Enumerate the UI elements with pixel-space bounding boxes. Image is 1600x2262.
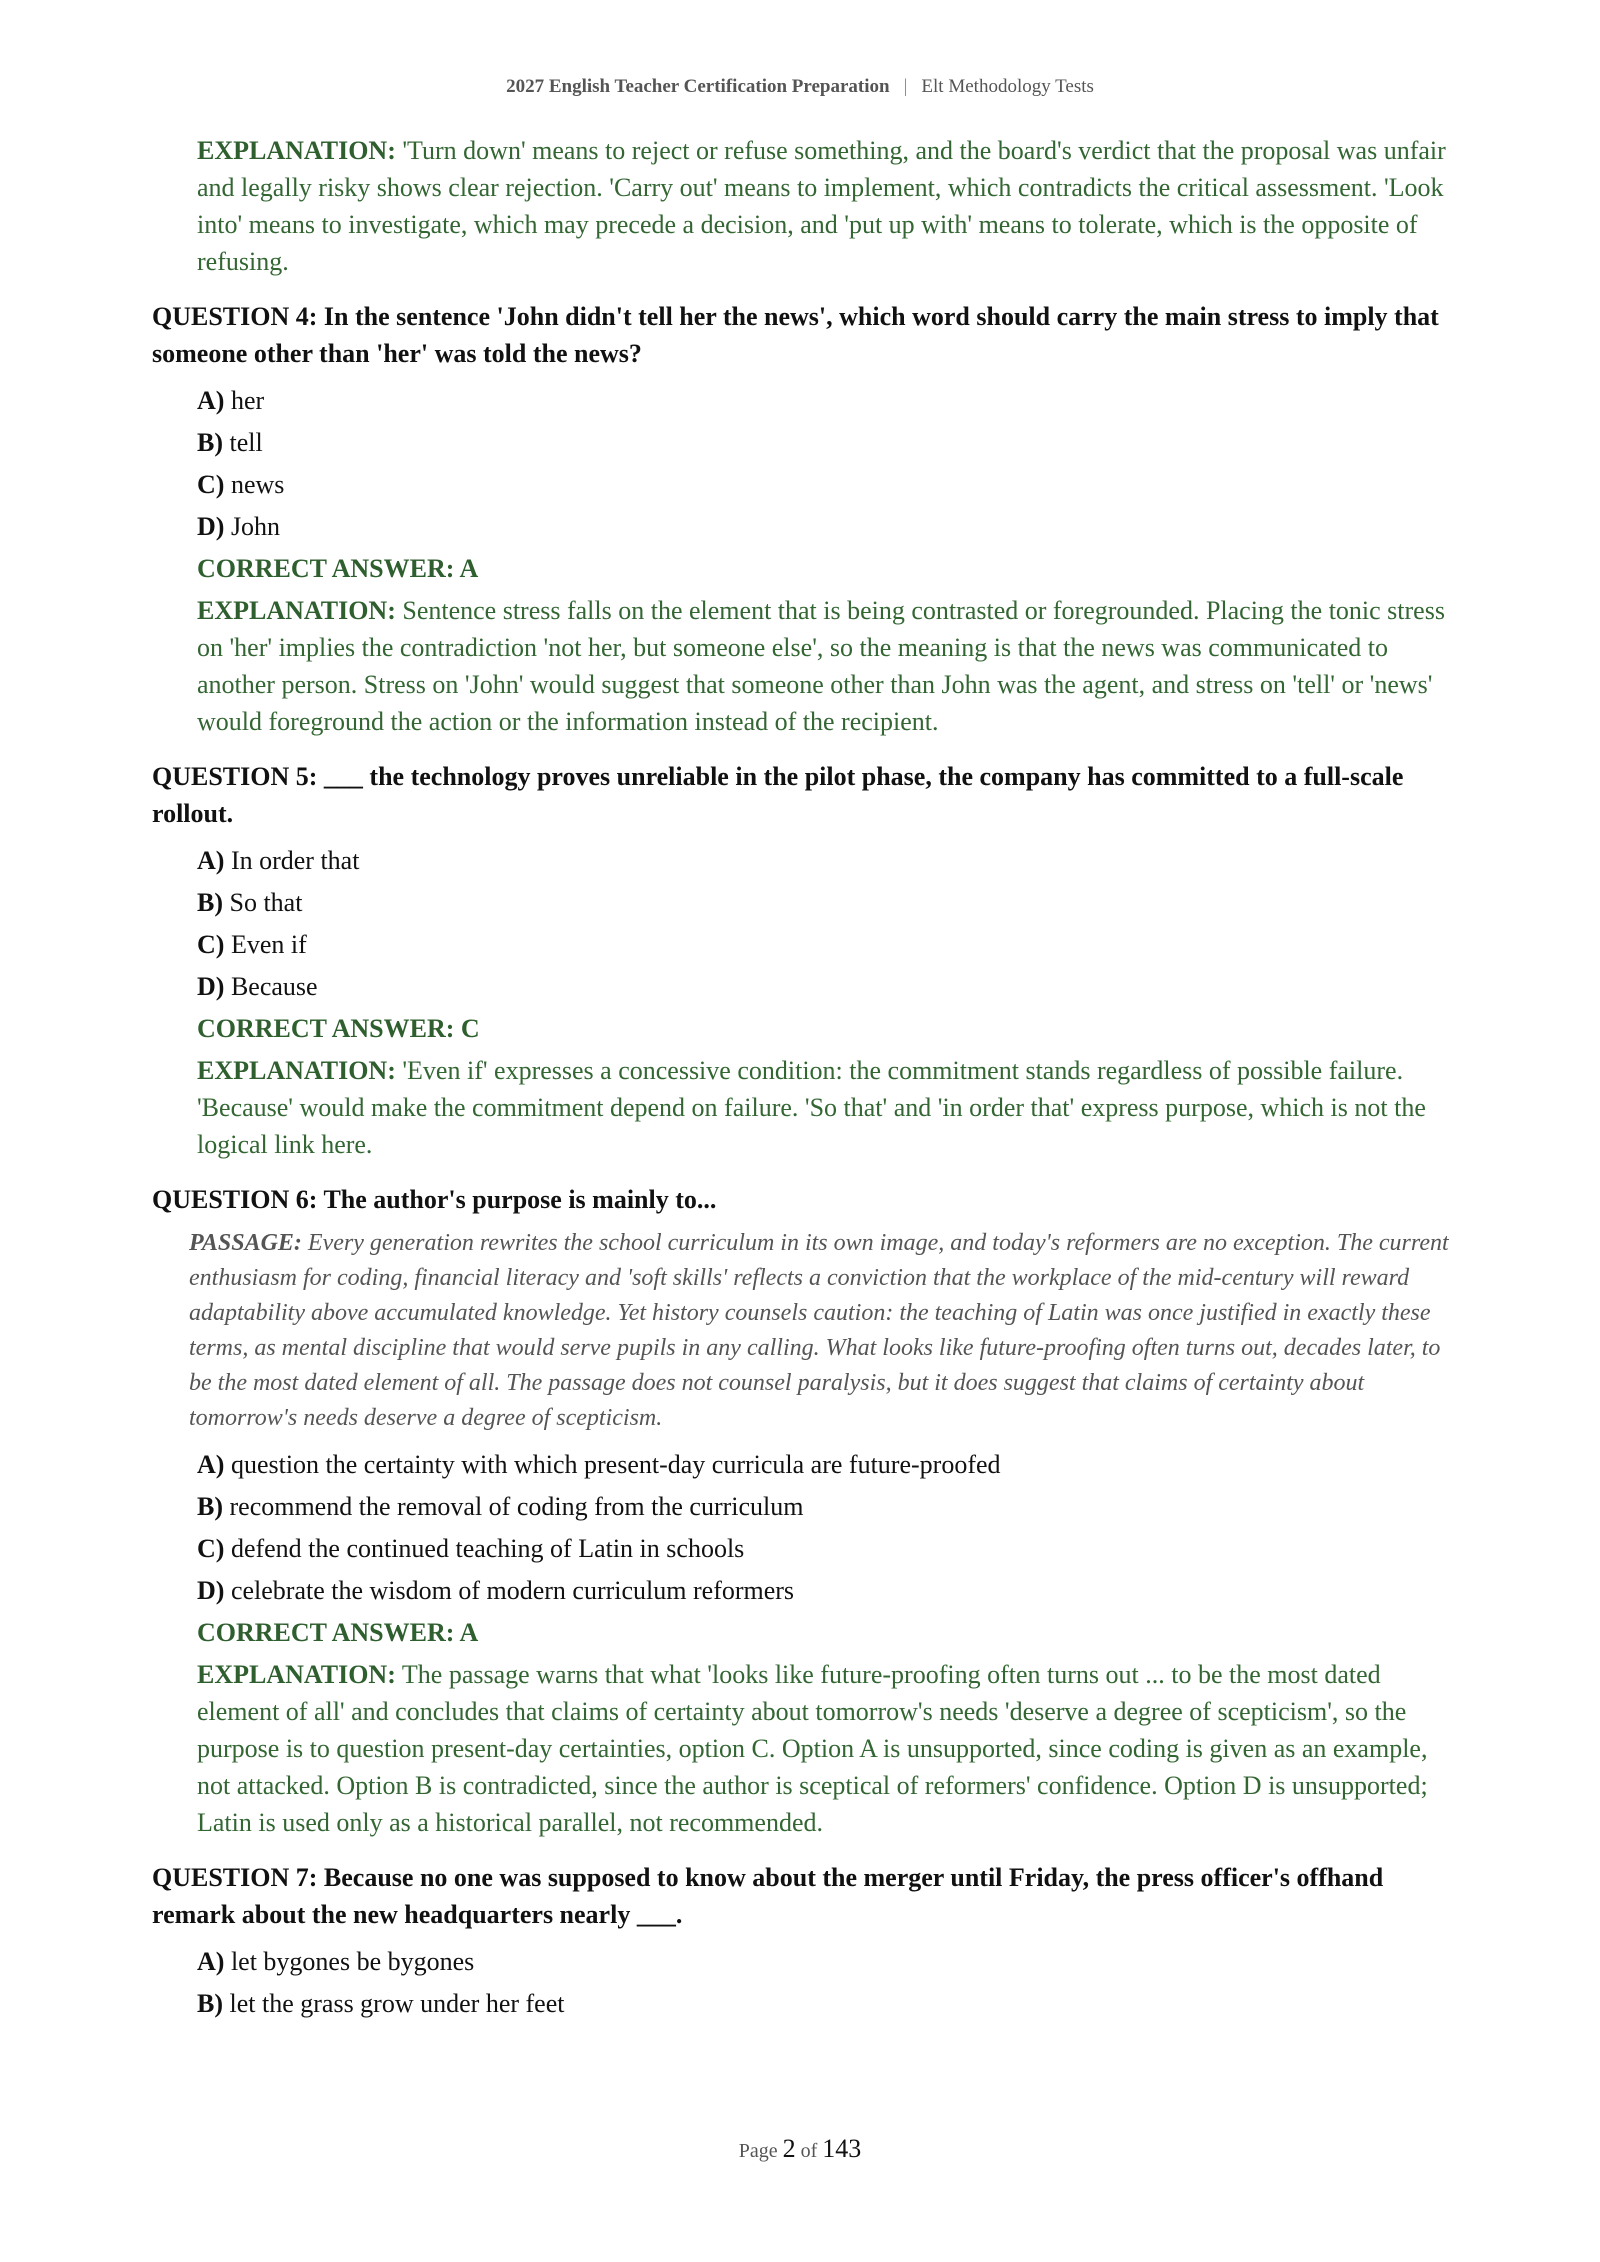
q7-option-b[interactable] — [197, 1983, 1452, 2025]
total-pages: 143 — [822, 2134, 862, 2163]
option-letter: A) — [197, 1947, 225, 1976]
q6-option-d[interactable] — [197, 1570, 1452, 1612]
q5-option-d[interactable] — [197, 966, 1452, 1008]
option-letter: D) — [197, 512, 225, 541]
option-letter: C) — [197, 470, 225, 499]
passage-label: PASSAGE: — [189, 1230, 302, 1256]
header-subtitle: Elt Methodology Tests — [921, 76, 1094, 97]
passage-text: Every generation rewrites the school curriculum in its own image, and today's reformers are no exception. The current enthusiasm for coding, financial literacy and 'soft skills' reflects a conviction that the workplace of the mid-century will reward adaptability above accumulated knowledge. Yet history counsels caution: the teaching of Latin was once justified in exactly these terms, as mental discipline that would serve pupils in any calling. What looks like future-proofing often turns out, decades later, to be the most dated element of all. The passage does not counsel paralysis, but it does suggest that claims of certainty about tomorrow's needs deserve a degree of scepticism. — [189, 1230, 1449, 1431]
option-letter: A) — [197, 846, 225, 875]
q6-correct-answer: CORRECT ANSWER: A — [197, 1618, 479, 1647]
explanation-text: Sentence stress falls on the element that is being contrasted or foregrounded. Placing the tonic stress on 'her' implies the contradiction 'not her, but someone else', so the meaning is that the news was communicated to another person. Stress on 'John' would suggest that someone other than John was the agent, and stress on 'tell' or 'news' would foreground the action or the information instead of the recipient. — [197, 596, 1445, 736]
q5-option-b[interactable] — [197, 882, 1452, 924]
q4-option-c[interactable] — [197, 464, 1452, 506]
header-separator: | — [903, 76, 908, 97]
option-text: question the certainty with which present-day curricula are future-proofed — [230, 1450, 1001, 1479]
q6-option-b[interactable] — [197, 1486, 1452, 1528]
option-text: Because — [230, 972, 318, 1001]
page-word: Page — [738, 2140, 778, 2162]
option-letter: B) — [197, 1989, 223, 2018]
question-6-text: QUESTION 6: The author's purpose is mainly to... — [152, 1185, 717, 1214]
option-text: news — [230, 470, 285, 499]
q5-option-c[interactable] — [197, 924, 1452, 966]
header-title: 2027 English Teacher Certification Preparation — [506, 76, 890, 97]
q5-correct-answer: CORRECT ANSWER: C — [197, 1014, 480, 1043]
explanation-label: EXPLANATION: — [197, 1056, 396, 1085]
q4-option-a[interactable] — [197, 380, 1452, 422]
option-letter: C) — [197, 930, 225, 959]
option-letter: C) — [197, 1534, 225, 1563]
option-text: John — [230, 512, 281, 541]
q4-option-d[interactable] — [197, 506, 1452, 548]
option-text: recommend the removal of coding from the curriculum — [229, 1492, 804, 1521]
option-text: In order that — [230, 846, 360, 875]
page-header — [0, 76, 1600, 98]
q7-option-a[interactable] — [197, 1941, 1452, 1983]
q6-explanation — [197, 1656, 1452, 1841]
explanation-text: 'Even if' expresses a concessive condition: the commitment stands regardless of possible failure. 'Because' would make the commitment depend on failure. 'So that' and 'in order that' express purpose, which is not the logical link here. — [197, 1056, 1426, 1159]
option-letter: D) — [197, 1576, 225, 1605]
q4-correct-answer: CORRECT ANSWER: A — [197, 554, 479, 583]
option-text: So that — [229, 888, 303, 917]
q5-option-a[interactable] — [197, 840, 1452, 882]
page-number: 2 — [782, 2134, 796, 2163]
option-letter: A) — [197, 1450, 225, 1479]
option-letter: B) — [197, 428, 223, 457]
option-letter: B) — [197, 888, 223, 917]
q4-explanation — [197, 592, 1452, 740]
option-text: let the grass grow under her feet — [229, 1989, 565, 2018]
q6-passage — [189, 1226, 1452, 1436]
q5-explanation — [197, 1052, 1452, 1163]
q6-option-a[interactable] — [197, 1444, 1452, 1486]
option-letter: D) — [197, 972, 225, 1001]
option-text: let bygones be bygones — [230, 1947, 475, 1976]
option-text: Even if — [230, 930, 307, 959]
explanation-text: The passage warns that what 'looks like future-proofing often turns out ... to be the most dated element of all' and concludes that claims of certainty about tomorrow's needs 'deserve a degree of scepticism', so the purpose is to question present-day certainties, option C. Option A is unsupported, since coding is given as an example, not attacked. Option B is contradicted, since the author is sceptical of reformers' confidence. Option D is unsupported; Latin is used only as a historical parallel, not recommended. — [197, 1660, 1428, 1837]
option-text: defend the continued teaching of Latin in schools — [230, 1534, 745, 1563]
option-letter: B) — [197, 1492, 223, 1521]
q3-explanation — [197, 132, 1452, 280]
option-letter: A) — [197, 386, 225, 415]
explanation-text: 'Turn down' means to reject or refuse something, and the board's verdict that the proposal was unfair and legally risky shows clear rejection. 'Carry out' means to implement, which contradicts the critical assessment. 'Look into' means to investigate, which may precede a decision, and 'put up with' means to tolerate, which is the opposite of refusing. — [197, 136, 1446, 276]
explanation-label: EXPLANATION: — [197, 136, 396, 165]
question-7-text: QUESTION 7: Because no one was supposed to know about the merger until Friday, the press officer's offhand remark about the new headquarters nearly ___. — [152, 1863, 1384, 1929]
explanation-label: EXPLANATION: — [197, 1660, 396, 1689]
page-content — [152, 132, 1452, 2025]
option-text: celebrate the wisdom of modern curriculum reformers — [230, 1576, 795, 1605]
of-word: of — [800, 2140, 818, 2162]
page-footer — [0, 2134, 1600, 2164]
explanation-label: EXPLANATION: — [197, 596, 396, 625]
q6-option-c[interactable] — [197, 1528, 1452, 1570]
question-4-text: QUESTION 4: In the sentence 'John didn't tell her the news', which word should carry the main stress to imply that someone other than 'her' was told the news? — [152, 302, 1439, 368]
q4-option-b[interactable] — [197, 422, 1452, 464]
option-text: tell — [229, 428, 263, 457]
question-5-text: QUESTION 5: ___ the technology proves unreliable in the pilot phase, the company has committed to a full-scale rollout. — [152, 762, 1404, 828]
option-text: her — [230, 386, 265, 415]
